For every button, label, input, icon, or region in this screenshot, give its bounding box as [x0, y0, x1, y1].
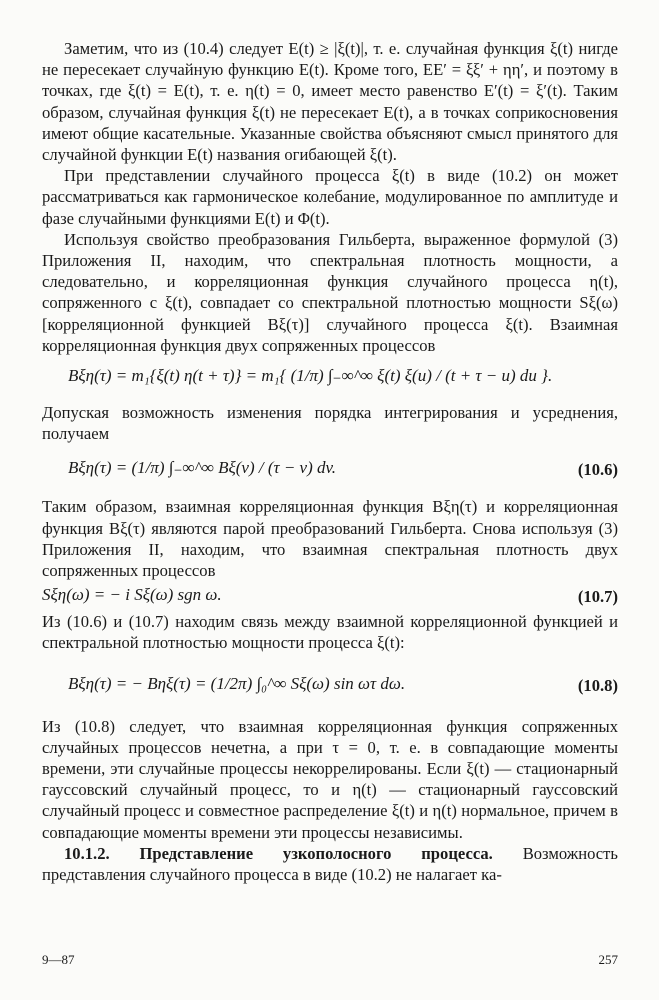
equation-text: Bξη(τ) = (1/π) ∫₋∞^∞ Bξ(v) / (τ − v) dv. [68, 458, 337, 478]
equation-text: Bξη(τ) = m₁{ξ(t) η(t + τ)} = m₁{ (1/π) ∫₋∞^∞ ξ(t) ξ(u) / (t + τ − u) du }. [68, 366, 553, 386]
equation-10-6 [42, 444, 618, 496]
printer-signature: 9—87 [42, 952, 75, 967]
paragraph-harmonic: При представлении случайного процесса ξ(t) в виде (10.2) он может рассматриваться как гармоническое колебание, модулированное по амплитуде и фазе случайными функциями E(t) и Φ(t). [42, 166, 618, 228]
page-number: 257 [598, 952, 618, 967]
section-text: Возможность представления случайного процесса в виде (10.2) не налагает ка- [42, 843, 618, 885]
paragraph-integration: Допуская возможность изменения порядка интегрирования и усреднения, получаем [42, 403, 618, 444]
equation-10-7 [42, 581, 618, 611]
paragraph-hilbert-pair: Таким образом, взаимная корреляционная функция Bξη(τ) и корреляционная функция Bξ(τ) являются парой преобразований Гильберта. Снова используя (3) Приложения II, находим, что взаимная спектральная плотность двух сопряженных процессов [42, 497, 618, 581]
paragraph-odd-function: Из (10.8) следует, что взаимная корреляционная функция сопряженных случайных процессов нечетна, а при τ = 0, т. е. в совпадающие моменты времени, эти случайные процессы некоррелированы. Если ξ(t) — стационарный гауссовский случайный процесс, то и η(t) — стационарный гауссовский случайный процесс и совместное распределение ξ(t) и η(t) нормальное, причем в совпадающие моменты времени эти процессы независимы. [42, 716, 618, 842]
page-body [42, 38, 618, 885]
section-10-1-2 [42, 843, 618, 885]
equation-number: (10.6) [577, 460, 618, 480]
paragraph-envelope: Заметим, что из (10.4) следует E(t) ≥ |ξ(t)|, т. е. случайная функция ξ(t) нигде не пересекает случайную функцию E(t). Кроме того, EE′ = ξξ′ + ηη′, и поэтому в точках, где ξ(t) = E(t), т. е. η(t) = 0, имеет место равенство E′(t) = ξ′(t). Таким образом, случайная функция ξ(t) не пересекает E(t), а в точках соприкосновения имеют общие касательные. Указанные свойства объясняют смысл принятого для случайной функции E(t) названия огибающей ξ(t). [42, 39, 618, 165]
equation-cross-correlation [42, 356, 618, 402]
equation-10-8 [42, 654, 618, 716]
page-footer [42, 952, 618, 968]
equation-number: (10.8) [577, 675, 618, 695]
equation-number: (10.7) [577, 587, 618, 607]
equation-text: Bξη(τ) = − Bηξ(τ) = (1/2π) ∫₀^∞ Sξ(ω) sin ωτ dω. [68, 673, 406, 693]
section-heading: 10.1.2. Представление узкополосного процесса. [64, 843, 493, 863]
paragraph-hilbert: Используя свойство преобразования Гильберта, выраженное формулой (3) Приложения II, находим, что спектральная плотность мощности, а следовательно, и корреляционная функция случайного процесса η(t), сопряженного с ξ(t), совпадает со спектральной плотностью мощности Sξ(ω) [корреляционной функцией Bξ(τ)] случайного процесса ξ(t). Взаимная корреляционная функция двух сопряженных процессов [42, 229, 618, 355]
equation-text: Sξη(ω) = − i Sξ(ω) sgn ω. [42, 585, 222, 605]
paragraph-relation: Из (10.6) и (10.7) находим связь между взаимной корреляционной функцией и спектральной плотностью мощности процесса ξ(t): [42, 612, 618, 653]
